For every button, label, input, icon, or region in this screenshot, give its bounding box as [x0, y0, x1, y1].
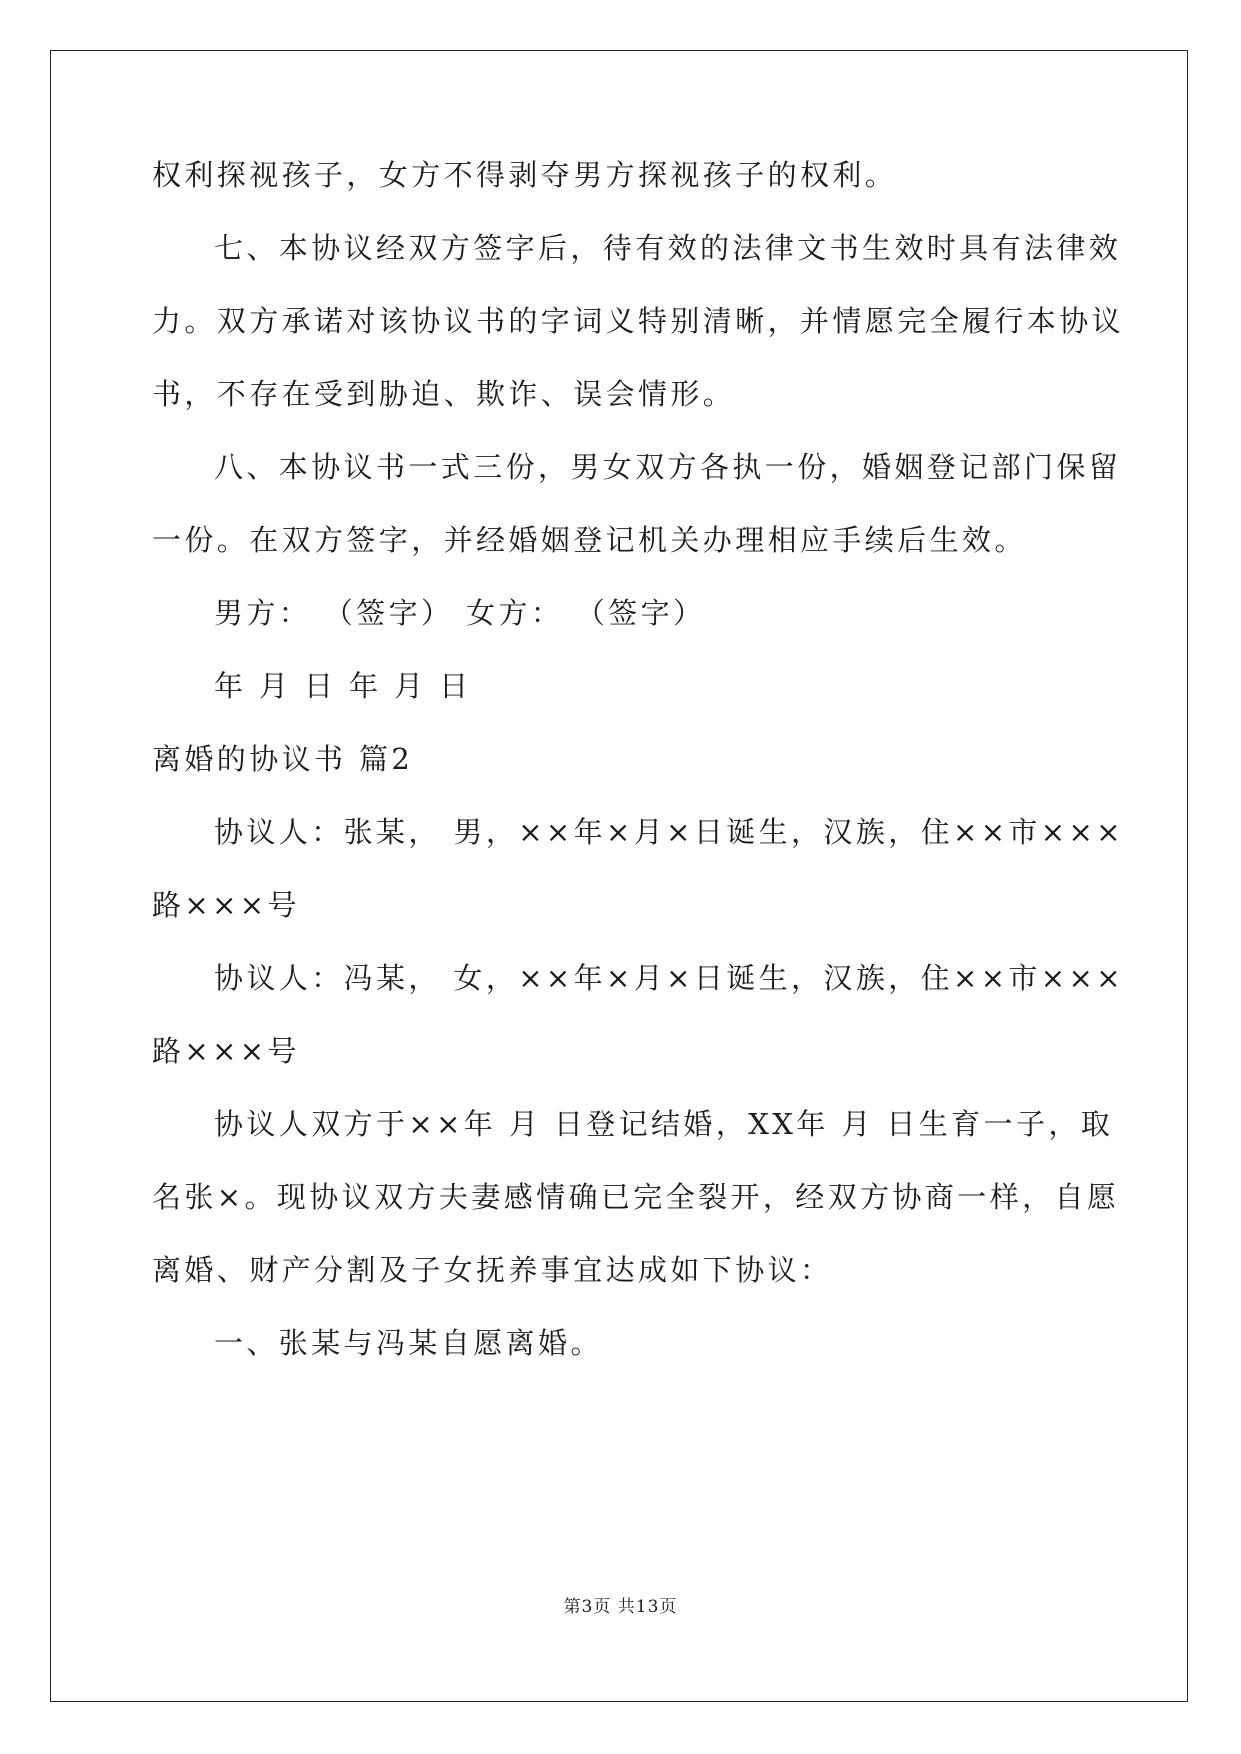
signature-line: 男方： （签字） 女方： （签字） [214, 596, 706, 630]
paragraph-line: 书，不存在受到胁迫、欺诈、误会情形。 [152, 377, 736, 411]
paragraph-line: 名张×。现协议双方夫妻感情确已完全裂开，经双方协商一样，自愿 [152, 1180, 1120, 1214]
page-border [50, 50, 1188, 1702]
paragraph-line: 离婚、财产分割及子女抚养事宜达成如下协议： [152, 1253, 833, 1287]
section-title: 离婚的协议书 篇2 [152, 742, 414, 776]
date-line: 年 月 日 年 月 日 [214, 669, 472, 703]
paragraph-line: 七、本协议经双方签字后，待有效的法律文书生效时具有法律效 [214, 231, 1122, 265]
paragraph-line: 一、张某与冯某自愿离婚。 [214, 1326, 603, 1360]
paragraph-line: 路×××号 [152, 1034, 300, 1068]
paragraph-line: 力。双方承诺对该协议书的字词义特别清晰，并情愿完全履行本协议 [152, 304, 1125, 338]
paragraph-line: 协议人：冯某， 女，××年×月×日诞生，汉族，住××市××× [214, 961, 1124, 995]
paragraph-line: 协议人双方于××年 月 日登记结婚，XX年 月 日生育一子，取 [214, 1107, 1114, 1141]
paragraph-line: 权利探视孩子，女方不得剥夺男方探视孩子的权利。 [152, 158, 898, 192]
page-number: 第3页 共13页 [563, 1597, 678, 1617]
paragraph-line: 八、本协议书一式三份，男女双方各执一份，婚姻登记部门保留 [214, 450, 1122, 484]
paragraph-line: 路×××号 [152, 888, 300, 922]
paragraph-line: 一份。在双方签字，并经婚姻登记机关办理相应手续后生效。 [152, 523, 1027, 557]
paragraph-line: 协议人：张某， 男，××年×月×日诞生，汉族，住××市××× [214, 815, 1124, 849]
